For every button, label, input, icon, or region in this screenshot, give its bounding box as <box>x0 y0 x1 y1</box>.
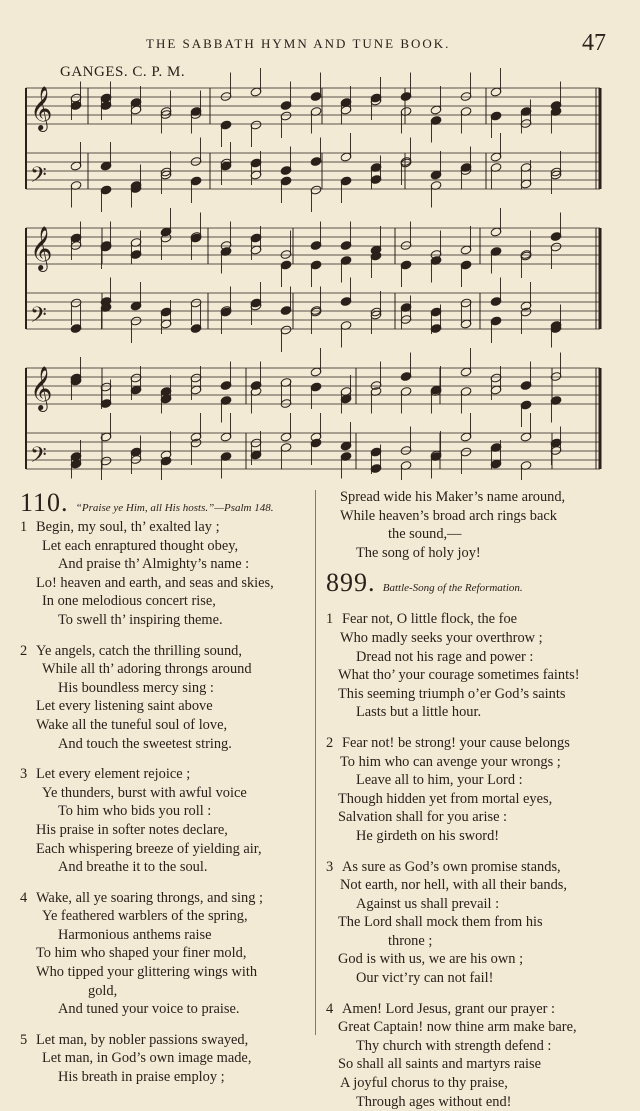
stanza-line: Let each enraptured thought obey, <box>42 537 239 554</box>
stanza-line: Harmonious anthems raise <box>58 926 212 943</box>
stanza-line: Ye angels, catch the thrilling sound, <box>36 642 242 659</box>
stanza-line: Against us shall prevail : <box>356 895 500 912</box>
column-divider <box>315 490 316 1035</box>
hymn-110-scripture: “Praise ye Him, all His hosts.”—Psalm 148. <box>75 502 274 514</box>
stanza-line: Lasts but a little hour. <box>356 704 482 721</box>
hymn-899-heading <box>326 568 616 598</box>
stanza-line: Wake all the tuneful soul of love, <box>36 716 228 733</box>
stanza-line: Though hidden yet from mortal eyes, <box>338 790 553 807</box>
stanza-line: In one melodious concert rise, <box>42 593 216 610</box>
stanza-line: As sure as God’s own promise stands, <box>342 858 561 875</box>
stanza-line: His boundless mercy sing : <box>58 679 214 696</box>
stanza-line: Our vict’ry can not fail! <box>356 970 494 987</box>
stanza-line: Let man, by nobler passions swayed, <box>36 1031 249 1048</box>
hymn-110-heading <box>20 488 306 518</box>
column-right <box>326 488 616 1111</box>
stanza-line: To him who shaped your finer mold, <box>36 945 247 962</box>
stanza-line: Thy church with strength defend : <box>356 1037 552 1054</box>
hymn-110-number: 110. <box>20 488 69 517</box>
stanza-line: While all th’ adoring throngs around <box>42 661 252 678</box>
stanza-line: Through ages without end! <box>356 1093 512 1110</box>
stanza-line: To him who can avenge your wrongs ; <box>340 753 561 770</box>
stanza-line: And praise th’ Almighty’s name : <box>58 556 250 573</box>
stanza: 4 Amen! Lord Jesus, grant our prayer : Great Captain! now thine arm make bare, Thy church with strength defend : So shall all saints and martyrs raise A joyful chorus to thy praise, Through ages without end! <box>326 1000 616 1111</box>
hymn-899-subtitle: Battle-Song of the Reformation. <box>382 582 523 595</box>
stanza-line: God is with us, we are his own ; <box>338 951 524 968</box>
stanza-line: A joyful chorus to thy praise, <box>340 1075 508 1092</box>
bass-clef-icon: 𝄢 <box>30 303 47 333</box>
treble-clef-icon: 𝄞 <box>30 226 53 270</box>
stanza-line: Great Captain! now thine arm make bare, <box>338 1019 577 1036</box>
stanza-line: His breath in praise employ ; <box>58 1069 225 1086</box>
bass-clef-icon: 𝄢 <box>30 163 47 193</box>
stanza-line: What tho’ your courage sometimes faints! <box>338 667 580 684</box>
stanza: 2 Fear not! be strong! your cause belongs To him who can avenge your wrongs ; Leave all to him, your Lord : Though hidden yet from mortal eyes, Salvation shall for you arise : He girdeth on his sword! <box>326 734 616 846</box>
stanza-line: Fear not! be strong! your cause belongs <box>342 734 570 751</box>
treble-clef-icon: 𝄞 <box>30 366 53 410</box>
stanza-line: So shall all saints and martyrs raise <box>338 1056 542 1073</box>
stanza-line: Not earth, nor hell, with all their bands, <box>340 877 567 894</box>
stanza-line: Who madly seeks your overthrow ; <box>340 629 543 646</box>
stanza-line: And tuned your voice to praise. <box>58 1001 240 1018</box>
stanza-line: The Lord shall mock them from his <box>338 914 543 931</box>
stanza: 1 Fear not, O little flock, the foe Who madly seeks your overthrow ; Dread not his rage and power : What tho’ your courage sometimes faints! This seeming triumph o’er God’s saints Lasts but a little hour. <box>326 610 616 722</box>
stanza-line: Salvation shall for you arise : <box>338 809 508 826</box>
stanza-line: Who tipped your glittering wings with <box>36 964 258 981</box>
stanza-line: Fear not, O little flock, the foe <box>342 611 518 628</box>
stanza-line: Dread not his rage and power : <box>356 648 534 665</box>
stanza: 1 Begin, my soul, th’ exalted lay ; Let each enraptured thought obey, And praise th’ Almighty’s name : Lo! heaven and earth, and seas and skies, In one melodious concert rise, To swell th’ inspiring theme. <box>20 518 306 630</box>
stanza-line: To swell th’ inspiring theme. <box>58 611 223 628</box>
stanza-line: The song of holy joy! <box>356 544 481 561</box>
stanza-line: Ye thunders, burst with awful voice <box>42 784 247 801</box>
stanza-line: Spread wide his Maker’s name around, <box>340 489 566 505</box>
stanza-line: Lo! heaven and earth, and seas and skies, <box>36 574 274 591</box>
stanza: 3 As sure as God’s own promise stands, Not earth, nor hell, with all their bands, Against us shall prevail : The Lord shall mock them from his throne ; God is with us, we are his own ; Our vict’ry can not fail! <box>326 858 616 988</box>
tune-name: GANGES. C. P. M. <box>60 64 186 80</box>
stanza-line: Each whispering breeze of yielding air, <box>36 840 262 857</box>
stanza-line: To him who bids you roll : <box>58 803 212 820</box>
stanza-line: His praise in softer notes declare, <box>36 821 228 838</box>
stanza-line: Let every element rejoice ; <box>36 766 191 783</box>
stanza-line: And touch the sweetest string. <box>58 735 232 752</box>
stanza-line: throne ; <box>388 932 433 949</box>
page-number: 47 <box>582 30 606 56</box>
bass-clef-icon: 𝄢 <box>30 443 47 473</box>
stanza-line: the sound,— <box>388 526 462 543</box>
stanza-line: While heaven’s broad arch rings back <box>340 507 557 524</box>
stanza-line: This seeming triumph o’er God’s saints <box>338 685 566 702</box>
stanza: 4 Wake, all ye soaring throngs, and sing ; Ye feathered warblers of the spring, Harmonious anthems raise To him who shaped your finer mold, Who tipped your glittering wings with gold, And tuned your voice to praise. <box>20 889 306 1019</box>
stanza: 5 Let man, by nobler passions swayed, Let man, in God’s own image made, His breath in praise employ ; <box>20 1031 306 1087</box>
music-score <box>0 0 640 480</box>
stanza-line: And breathe it to the soul. <box>58 859 208 876</box>
stanza-line: Begin, my soul, th’ exalted lay ; <box>36 519 220 535</box>
stanza-line: Amen! Lord Jesus, grant our prayer : <box>342 1000 555 1017</box>
stanza-line: Wake, all ye soaring throngs, and sing ; <box>36 889 264 906</box>
treble-clef-icon: 𝄞 <box>30 86 53 130</box>
stanza-line: Leave all to him, your Lord : <box>356 772 523 789</box>
running-title: THE SABBATH HYMN AND TUNE BOOK. <box>146 36 451 51</box>
stanza-line: Ye feathered warblers of the spring, <box>42 908 248 925</box>
column-left <box>20 488 306 1087</box>
stanza-line: Let every listening saint above <box>36 698 213 715</box>
stanza-line: gold, <box>88 982 118 999</box>
stanza-line: He girdeth on his sword! <box>356 827 500 844</box>
stanza: 3 Let every element rejoice ; Ye thunders, burst with awful voice To him who bids you roll : His praise in softer notes declare, Each whispering breeze of yielding air, And breathe it to the soul. <box>20 765 306 877</box>
hymn-899-number: 899. <box>326 568 376 598</box>
stanza: 2 Ye angels, catch the thrilling sound, While all th’ adoring throngs around His boundless mercy sing : Let every listening saint above Wake all the tuneful soul of love, And touch the sweetest string. <box>20 642 306 754</box>
stanza-line: Let man, in God’s own image made, <box>42 1050 252 1067</box>
